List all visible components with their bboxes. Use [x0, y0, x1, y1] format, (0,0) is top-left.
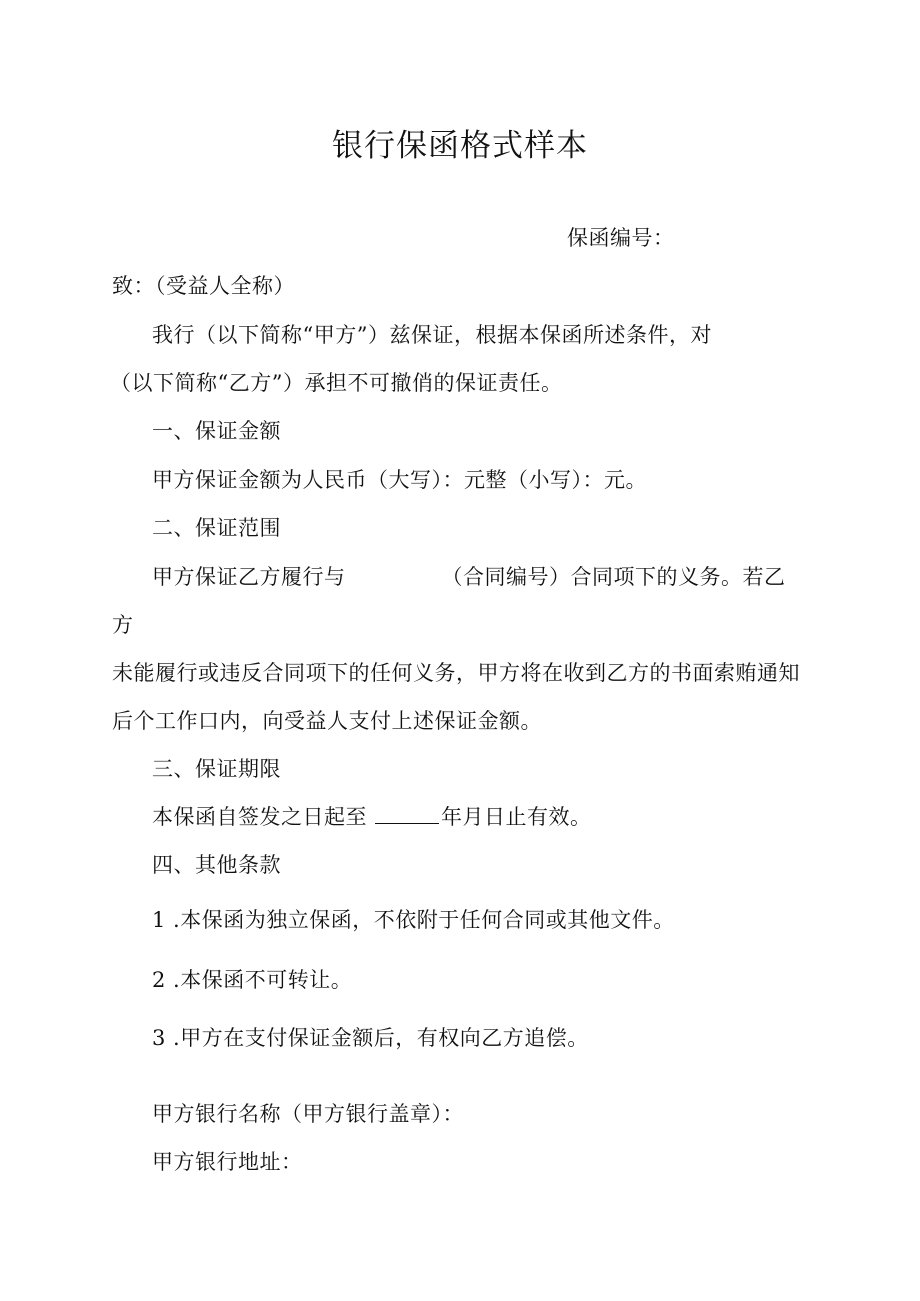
intro-line-2: （以下简称“乙方”）承担不可撤俏的保证责任。 — [110, 371, 563, 395]
section-4-heading: 四、其他条款 — [152, 853, 281, 877]
section-2-body-line-4: 后个工作口内，向受益人支付上述保证金额。 — [112, 709, 542, 733]
section-2-body-part-a: 甲方保证乙方履行与 — [152, 565, 346, 589]
intro-line-1: 我行（以下简称“甲方”）兹保证，根据本保函所述条件，对 — [152, 323, 712, 347]
section-2-body-line-2: 方 — [112, 613, 134, 637]
addressee-line: 致：（受益人全称） — [112, 274, 295, 298]
clause-1: 1 .本保函为独立保函，不依附于任何合同或其他文件。 — [152, 908, 675, 932]
section-1-body: 甲方保证金额为人民币（大写）：元整（小写）：元。 — [152, 468, 647, 492]
bank-address-label: 甲方银行地址： — [152, 1150, 303, 1174]
section-3-heading: 三、保证期限 — [152, 757, 281, 781]
clause-3: 3 .甲方在支付保证金额后，有权向乙方追偿。 — [152, 1026, 589, 1050]
section-3-body-part-b: 年月日止有效。 — [441, 805, 592, 829]
clause-2: 2 .本保函不可转让。 — [152, 968, 353, 992]
section-3-body-part-a: 本保函自签发之日起至 — [152, 805, 367, 829]
guarantee-number-label: 保函编号： — [567, 226, 675, 250]
date-blank — [375, 805, 439, 824]
bank-name-label: 甲方银行名称（甲方银行盖章）： — [152, 1102, 464, 1126]
section-2-body-line-1 — [152, 563, 786, 591]
section-1-heading: 一、保证金额 — [152, 419, 281, 443]
section-2-heading: 二、保证范围 — [152, 516, 281, 540]
section-3-body — [152, 803, 592, 831]
section-2-body-line-3: 未能履行或违反合同项下的任何义务，甲方将在收到乙方的书面索贿通知 — [112, 661, 800, 685]
document-title: 银行保函格式样本 — [332, 128, 588, 164]
section-2-body-part-b: （合同编号）合同项下的义务。若乙 — [441, 565, 786, 589]
